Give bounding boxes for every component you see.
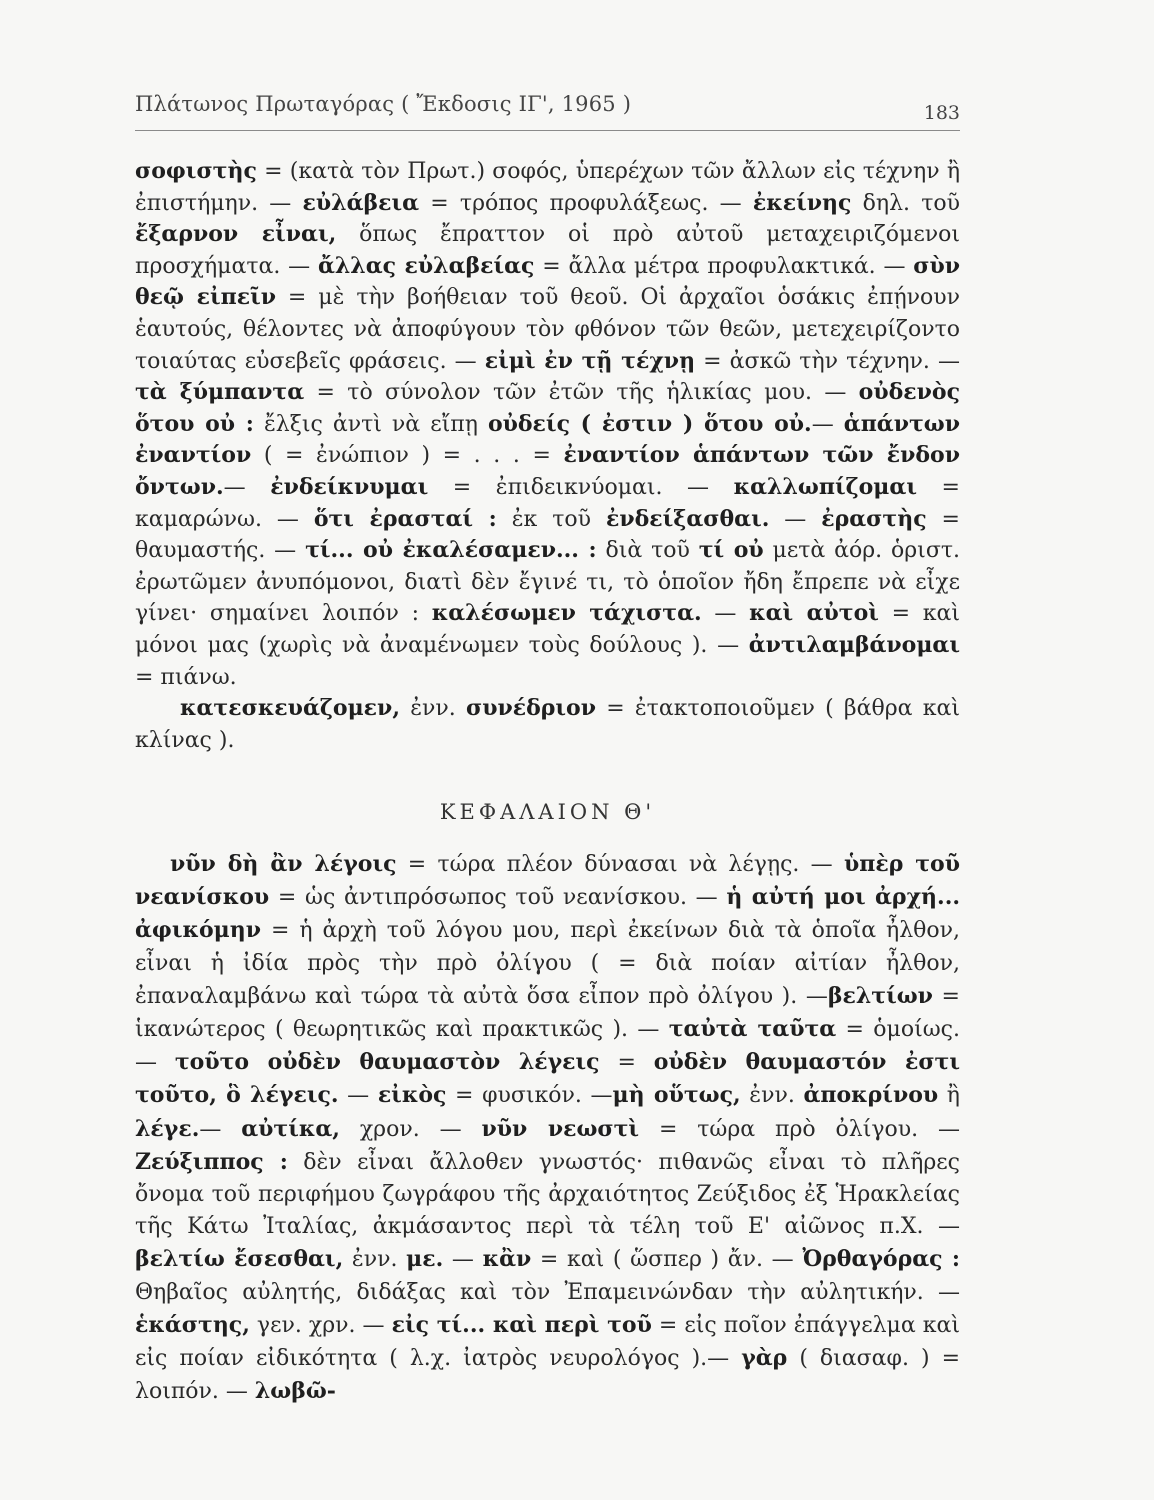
- term-headword: λωβῶ-: [254, 1378, 336, 1405]
- term-headword: ἄλλας εὐλαβείας: [317, 252, 535, 279]
- term-headword: ἐραστὴς: [821, 505, 927, 532]
- term-headword: λέγε.: [135, 1115, 200, 1142]
- term-headword: τοῦτο οὐδὲν θαυμαστὸν λέγεις: [174, 1049, 600, 1076]
- term-gloss: = ἱκανώτερος ( θεωρητικῶς καὶ πρακτικῶς ). —: [135, 983, 960, 1043]
- term-gloss: δὲν εἶναι ἄλλοθεν γνωστός· πιθανῶς εἶναι τὸ πλῆρες ὄνομα τοῦ περιφήμου ζωγράφου τῆς ἀρχαιότητος Ζεύξιδος ἐξ Ἡρακλείας τῆς Κάτω Ἰταλίας, ἀκμάσαντος περὶ τὰ τέλη τοῦ Ε' αἰῶνος π.Χ. —: [135, 1149, 960, 1240]
- term-headword: Ὀρθαγόρας :: [802, 1246, 961, 1273]
- term-headword: ἔξαρνον εἶναι,: [135, 221, 337, 248]
- term-gloss: = τώρα πλέον δύνασαι νὰ λέγῃς. —: [396, 852, 844, 877]
- term-gloss: μετὰ ἀόρ. ὁριστ. ἐρωτῶμεν ἀνυπόμονοι, διατὶ δὲν ἔγινέ τι, τὸ ὁποῖον ἤδη ἔπρεπε νὰ εἶχε γίνει· σημαίνει λοιπόν :: [135, 538, 960, 627]
- term-gloss: = μὲ τὴν βοήθειαν τοῦ θεοῦ. Οἱ ἀρχαῖοι ὁσάκις ἐπῄνουν ἑαυτούς, θέλοντες νὰ ἀποφύγουν τὸν φθόνον τῶν θεῶν, μετεχειρίζοντο τοιαύτας εὐσεβεῖς φράσεις. —: [135, 285, 960, 374]
- term-gloss: = ὁμοίως. —: [135, 1017, 960, 1076]
- term-gloss: ἐνν.: [399, 696, 466, 722]
- glossary-paragraph: [135, 848, 960, 1408]
- term-gloss: ἐνν.: [343, 1247, 407, 1273]
- term-headword: Ζεύξιππος :: [135, 1148, 288, 1175]
- term-headword: ἐνδείξασθαι.: [605, 505, 770, 532]
- term-headword: ὑπὲρ τοῦ νεανίσκου: [135, 851, 960, 911]
- glossary-paragraph: [135, 693, 960, 756]
- term-headword: βελτίω ἔσεσθαι,: [135, 1246, 344, 1273]
- term-gloss: —: [443, 1247, 483, 1273]
- term-gloss: ὅπως ἔπραττον οἱ πρὸ αὐτοῦ μεταχειριζόμενοι προσχήματα. —: [135, 222, 960, 279]
- term-headword: νῦν δὴ ἂν λέγοις: [170, 851, 397, 877]
- term-headword: ἀποκρίνου: [803, 1082, 939, 1109]
- term-headword: εἰς τί... καὶ περὶ τοῦ: [391, 1311, 652, 1338]
- term-headword: οὐδενὸς ὅτου οὐ :: [135, 379, 960, 437]
- term-gloss: —: [338, 1083, 378, 1109]
- term-headword: σοφιστὴς: [135, 158, 257, 184]
- term-gloss: = τὸ σύνολον τῶν ἐτῶν τῆς ἡλικίας μου. —: [304, 380, 859, 406]
- term-gloss: ἐνν.: [740, 1083, 804, 1109]
- term-headword: συνέδριον: [465, 695, 596, 722]
- term-headword: τὰ ξύμπαντα: [135, 379, 305, 406]
- term-headword: ἡ αὐτή μοι ἀρχή... ἀφικόμην: [135, 884, 961, 944]
- term-gloss: —: [811, 411, 844, 437]
- term-headword: εἰμὶ ἐν τῇ τέχνῃ: [484, 347, 696, 374]
- running-head: Πλάτωνος Πρωταγόρας ( Ἔκδοσις ΙΓ', 1965 ): [135, 92, 632, 116]
- term-gloss: = φυσικόν. —: [446, 1083, 613, 1109]
- term-gloss: —: [769, 506, 822, 532]
- term-headword: εὐλάβεια: [302, 189, 420, 216]
- term-headword: ἐκείνης: [752, 189, 852, 216]
- term-headword: καλέσωμεν τάχιστα.: [431, 600, 702, 627]
- term-headword: καλλωπίζομαι: [733, 473, 917, 500]
- term-gloss: γεν. χρν. —: [249, 1312, 392, 1338]
- term-headword: οὐδὲν θαυμαστόν ἐστι τοῦτο, ὃ λέγεις.: [135, 1049, 961, 1109]
- term-gloss: Θηβαῖος αὐλητής, διδάξας καὶ τὸν Ἐπαμεινώνδαν τὴν αὐλητικήν. —: [135, 1279, 960, 1305]
- term-gloss: χρον. —: [339, 1116, 482, 1142]
- term-gloss: ( διασαφ. ) = λοιπόν. —: [135, 1346, 961, 1405]
- term-gloss: —: [223, 474, 271, 500]
- term-gloss: = καὶ μόνοι μας (χωρὶς νὰ ἀναμένωμεν τοὺς δούλους ). —: [135, 601, 961, 658]
- term-gloss: = ἄλλα μέτρα προφυλακτικά. —: [534, 253, 914, 279]
- term-gloss: ἐκ τοῦ: [496, 506, 606, 532]
- term-gloss: διὰ τοῦ: [596, 538, 699, 564]
- term-gloss: = καμαρώνω. —: [135, 474, 960, 532]
- term-gloss: —: [701, 601, 750, 627]
- term-headword: σὺν θεῷ εἰπεῖν: [135, 252, 961, 311]
- glossary-section-1: [135, 156, 960, 756]
- term-headword: τί... οὐ ἐκαλέσαμεν... :: [305, 537, 597, 564]
- chapter-title: ΚΕΦΑΛΑΙΟΝ Θ': [439, 800, 656, 824]
- term-gloss: = ἡ ἀρχὴ τοῦ λόγου μου, περὶ ἐκείνων διὰ τὰ ὁποῖα ἦλθον, εἶναι ἡ ἰδία πρὸς τὴν πρὸ ὀλίγου ( = διὰ ποίαν αἰτίαν ἦλθον, ἐπαναλαμβάνω καὶ τώρα τὰ αὐτὰ ὅσα εἶπον πρὸ ὀλίγου ). —: [135, 918, 960, 1009]
- term-gloss: = τρόπος προφυλάξεως. —: [419, 190, 753, 216]
- term-gloss: = (κατὰ τὸν Πρωτ.) σοφός, ὑπερέχων τῶν ἄλλων εἰς τέχνην ἢ ἐπιστήμην. —: [135, 159, 960, 216]
- term-headword: ἀντιλαμβάνομαι: [748, 631, 960, 658]
- term-gloss: = ὡς ἀντιπρόσωπος τοῦ νεανίσκου. —: [269, 885, 727, 911]
- term-headword: νῦν νεωστὶ: [481, 1115, 640, 1142]
- term-gloss: = ἐπιδεικνύομαι. —: [428, 474, 734, 500]
- term-headword: αὐτίκα,: [241, 1115, 340, 1142]
- term-gloss: —: [199, 1116, 242, 1142]
- page-number: 183: [923, 102, 960, 124]
- term-headword: εἰκὸς: [377, 1082, 447, 1109]
- term-headword: τί οὐ: [698, 537, 764, 564]
- term-gloss: ἔλξις ἀντὶ νὰ εἴπῃ: [253, 411, 488, 437]
- page-header: [135, 88, 960, 128]
- term-gloss: = πιάνω.: [135, 664, 237, 690]
- term-headword: ἐνδείκνυμαι: [270, 473, 429, 500]
- term-headword: καὶ αὐτοὶ: [749, 600, 879, 627]
- term-gloss: =: [599, 1050, 654, 1076]
- term-gloss: = καὶ ( ὥσπερ ) ἄν. —: [531, 1247, 803, 1273]
- term-gloss: = θαυμαστής. —: [135, 506, 960, 564]
- term-gloss: = εἰς ποῖον ἐπάγγελμα καὶ εἰς ποίαν εἰδικότητα ( λ.χ. ἰατρὸς νευρολόγος ).—: [135, 1312, 960, 1372]
- term-headword: βελτίων: [827, 982, 933, 1009]
- term-headword: ἐναντίον ἁπάντων τῶν ἔνδον ὄντων.: [135, 442, 960, 500]
- glossary-section-2: [135, 848, 960, 1408]
- term-gloss: = ἀσκῶ τὴν τέχνην. —: [695, 348, 960, 374]
- term-headword: κατεσκευάζομεν,: [180, 695, 400, 722]
- term-headword: ὅτι ἐρασταί :: [313, 505, 497, 532]
- term-headword: κἂν: [482, 1246, 532, 1273]
- term-gloss: = τώρα πρὸ ὀλίγου. —: [639, 1116, 960, 1142]
- term-headword: γὰρ: [741, 1345, 788, 1372]
- term-gloss: ( = ἐνώπιον ) = . . . =: [251, 443, 564, 469]
- term-headword: ταὐτὰ ταῦτα: [668, 1016, 837, 1043]
- term-headword: μὴ οὕτως,: [612, 1082, 741, 1109]
- term-headword: οὐδείς ( ἐστιν ) ὅτου οὐ.: [487, 410, 812, 437]
- term-headword: με.: [406, 1246, 444, 1273]
- glossary-paragraph: [135, 156, 960, 693]
- term-gloss: δηλ. τοῦ: [851, 190, 960, 216]
- term-gloss: = ἐτακτοποιοῦμεν ( βάθρα καὶ κλίνας ).: [135, 696, 960, 753]
- header-rule: [135, 130, 960, 131]
- term-headword: ἑκάστης,: [135, 1311, 250, 1338]
- term-headword: ἁπάντων ἐναντίον: [135, 410, 961, 469]
- term-gloss: ἢ: [938, 1083, 960, 1109]
